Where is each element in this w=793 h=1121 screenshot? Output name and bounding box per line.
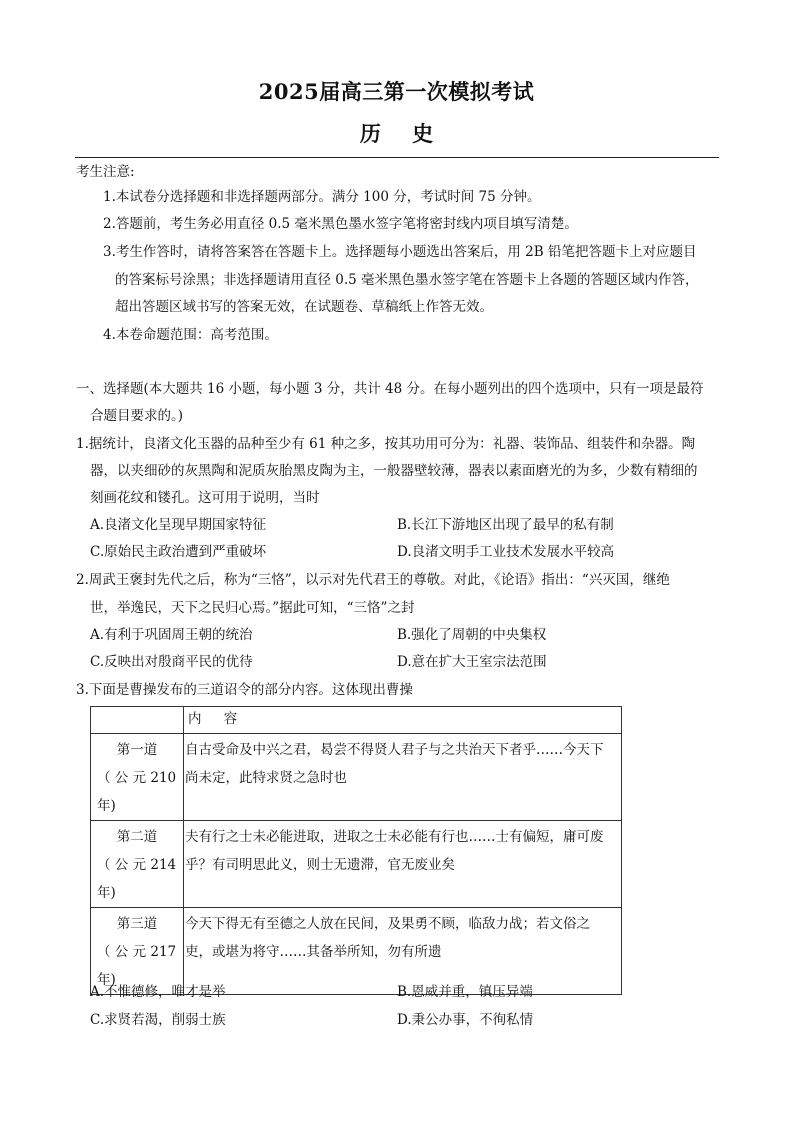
notice-item-3-line-2: 的答案标号涂黑；非选择题请用直径 0.5 毫米黑色墨水签字笔在答题卡上各题的答题区域内作答， <box>115 272 699 288</box>
notice-item-1: 1.本试卷分选择题和非选择题两部分。满分 100 分，考试时间 75 分钟。 <box>103 189 541 205</box>
edict-content-line-2: 乎？有司明思此义，则士无遗滞，官无废业矣 <box>185 857 455 873</box>
edict-content-line-1: 今天下得无有至德之人放在民间，及果勇不顾，临敌力战；若文俗之 <box>185 916 590 932</box>
edict-content-line-2: 尚未定，此特求贤之急时也 <box>185 770 347 786</box>
question-1-option-b: B.长江下游地区出现了最早的私有制 <box>397 517 614 533</box>
question-2-stem-line-1: 2.周武王褒封先代之后，称为“三恪”，以示对先代君王的尊敬。对此，《论语》指出：“兴灭国，继绝 <box>76 572 670 588</box>
edict-year-suffix: 年) <box>97 798 116 814</box>
table-header-content: 内 容 <box>184 707 622 734</box>
question-2-option-b: B.强化了周朝的中央集权 <box>397 627 547 643</box>
question-3-option-d: D.秉公办事，不徇私情 <box>397 1012 534 1028</box>
notice-item-2: 2.答题前，考生务必用直径 0.5 毫米黑色墨水签字笔将密封线内项目填写清楚。 <box>103 216 578 232</box>
edict-year-suffix: 年) <box>97 885 116 901</box>
notice-heading: 考生注意: <box>76 164 135 180</box>
notice-item-3-line-3: 超出答题区域书写的答案无效，在试题卷、草稿纸上作答无效。 <box>115 299 493 315</box>
question-2-option-d: D.意在扩大王室宗法范围 <box>397 654 547 670</box>
question-1-stem-line-2: 器，以夹细砂的灰黑陶和泥质灰胎黑皮陶为主，一般器壁较薄，器表以素面磨光的为多，少数有精细的 <box>90 463 698 479</box>
header-divider <box>75 157 719 158</box>
subject-title: 历 史 <box>359 121 434 146</box>
question-2-option-c: C.反映出对殷商平民的优待 <box>90 654 253 670</box>
edict-year: （ 公 元 214 <box>97 857 177 873</box>
edict-year: （ 公 元 217 <box>97 944 177 960</box>
edict-content-cell <box>184 821 622 908</box>
question-2-option-a: A.有利于巩固周王朝的统治 <box>90 627 253 643</box>
table-header-row <box>91 707 622 734</box>
edict-label-cell <box>91 734 184 821</box>
section-heading-line-2: 合题目要求的。) <box>90 408 184 424</box>
notice-item-3-line-1: 3.考生作答时，请将答案答在答题卡上。选择题每小题选出答案后，用 2B 铅笔把答题卡上对应题目 <box>103 244 697 260</box>
question-2-stem-line-2: 世，举逸民，天下之民归心焉。”据此可知，“三恪”之封 <box>90 600 415 616</box>
table-header-empty-cell <box>91 707 184 734</box>
table-row <box>91 734 622 821</box>
question-3-option-a: A.不惟德修，唯才是举 <box>90 984 226 1000</box>
edict-label-cell <box>91 821 184 908</box>
question-1-option-c: C.原始民主政治遭到严重破坏 <box>90 544 267 560</box>
question-1-stem-line-3: 刻画花纹和镂孔。这可用于说明，当时 <box>90 490 320 506</box>
edict-name: 第二道 <box>116 829 158 845</box>
edict-year-suffix: 年) <box>97 972 116 988</box>
exam-title: 2025届高三第一次模拟考试 <box>258 79 535 104</box>
edict-content-line-1: 自古受命及中兴之君，曷尝不得贤人君子与之共治天下者乎……今天下 <box>185 742 604 758</box>
edict-content-line-2: 吏，或堪为将守……其备举所知，勿有所遗 <box>185 944 442 960</box>
edicts-table <box>90 706 622 995</box>
edict-content-cell <box>184 734 622 821</box>
question-1-option-a: A.良渚文化呈现早期国家特征 <box>90 517 267 533</box>
question-1-stem-line-1: 1.据统计，良渚文化玉器的品种至少有 61 种之多，按其功用可分为：礼器、装饰品、组装件和杂器。陶 <box>76 436 696 452</box>
table-row <box>91 821 622 908</box>
question-3-option-c: C.求贤若渴，削弱士族 <box>90 1012 226 1028</box>
question-1-option-d: D.良渚文明手工业技术发展水平较高 <box>397 544 615 560</box>
edict-content-line-1: 夫有行之士未必能进取，进取之士未必能有行也……士有偏短，庸可废 <box>185 829 604 845</box>
edict-name: 第三道 <box>116 916 158 932</box>
notice-item-4: 4.本卷命题范围：高考范围。 <box>103 327 278 343</box>
section-heading-line-1: 一、选择题(本大题共 16 小题，每小题 3 分，共计 48 分。在每小题列出的四个选项中，只有一项是最符 <box>76 381 704 397</box>
edict-year: （ 公 元 210 <box>97 770 177 786</box>
question-3-stem: 3.下面是曹操发布的三道诏令的部分内容。这体现出曹操 <box>76 682 413 698</box>
edict-name: 第一道 <box>116 742 158 758</box>
question-3-option-b: B.恩威并重，镇压异端 <box>397 984 533 1000</box>
